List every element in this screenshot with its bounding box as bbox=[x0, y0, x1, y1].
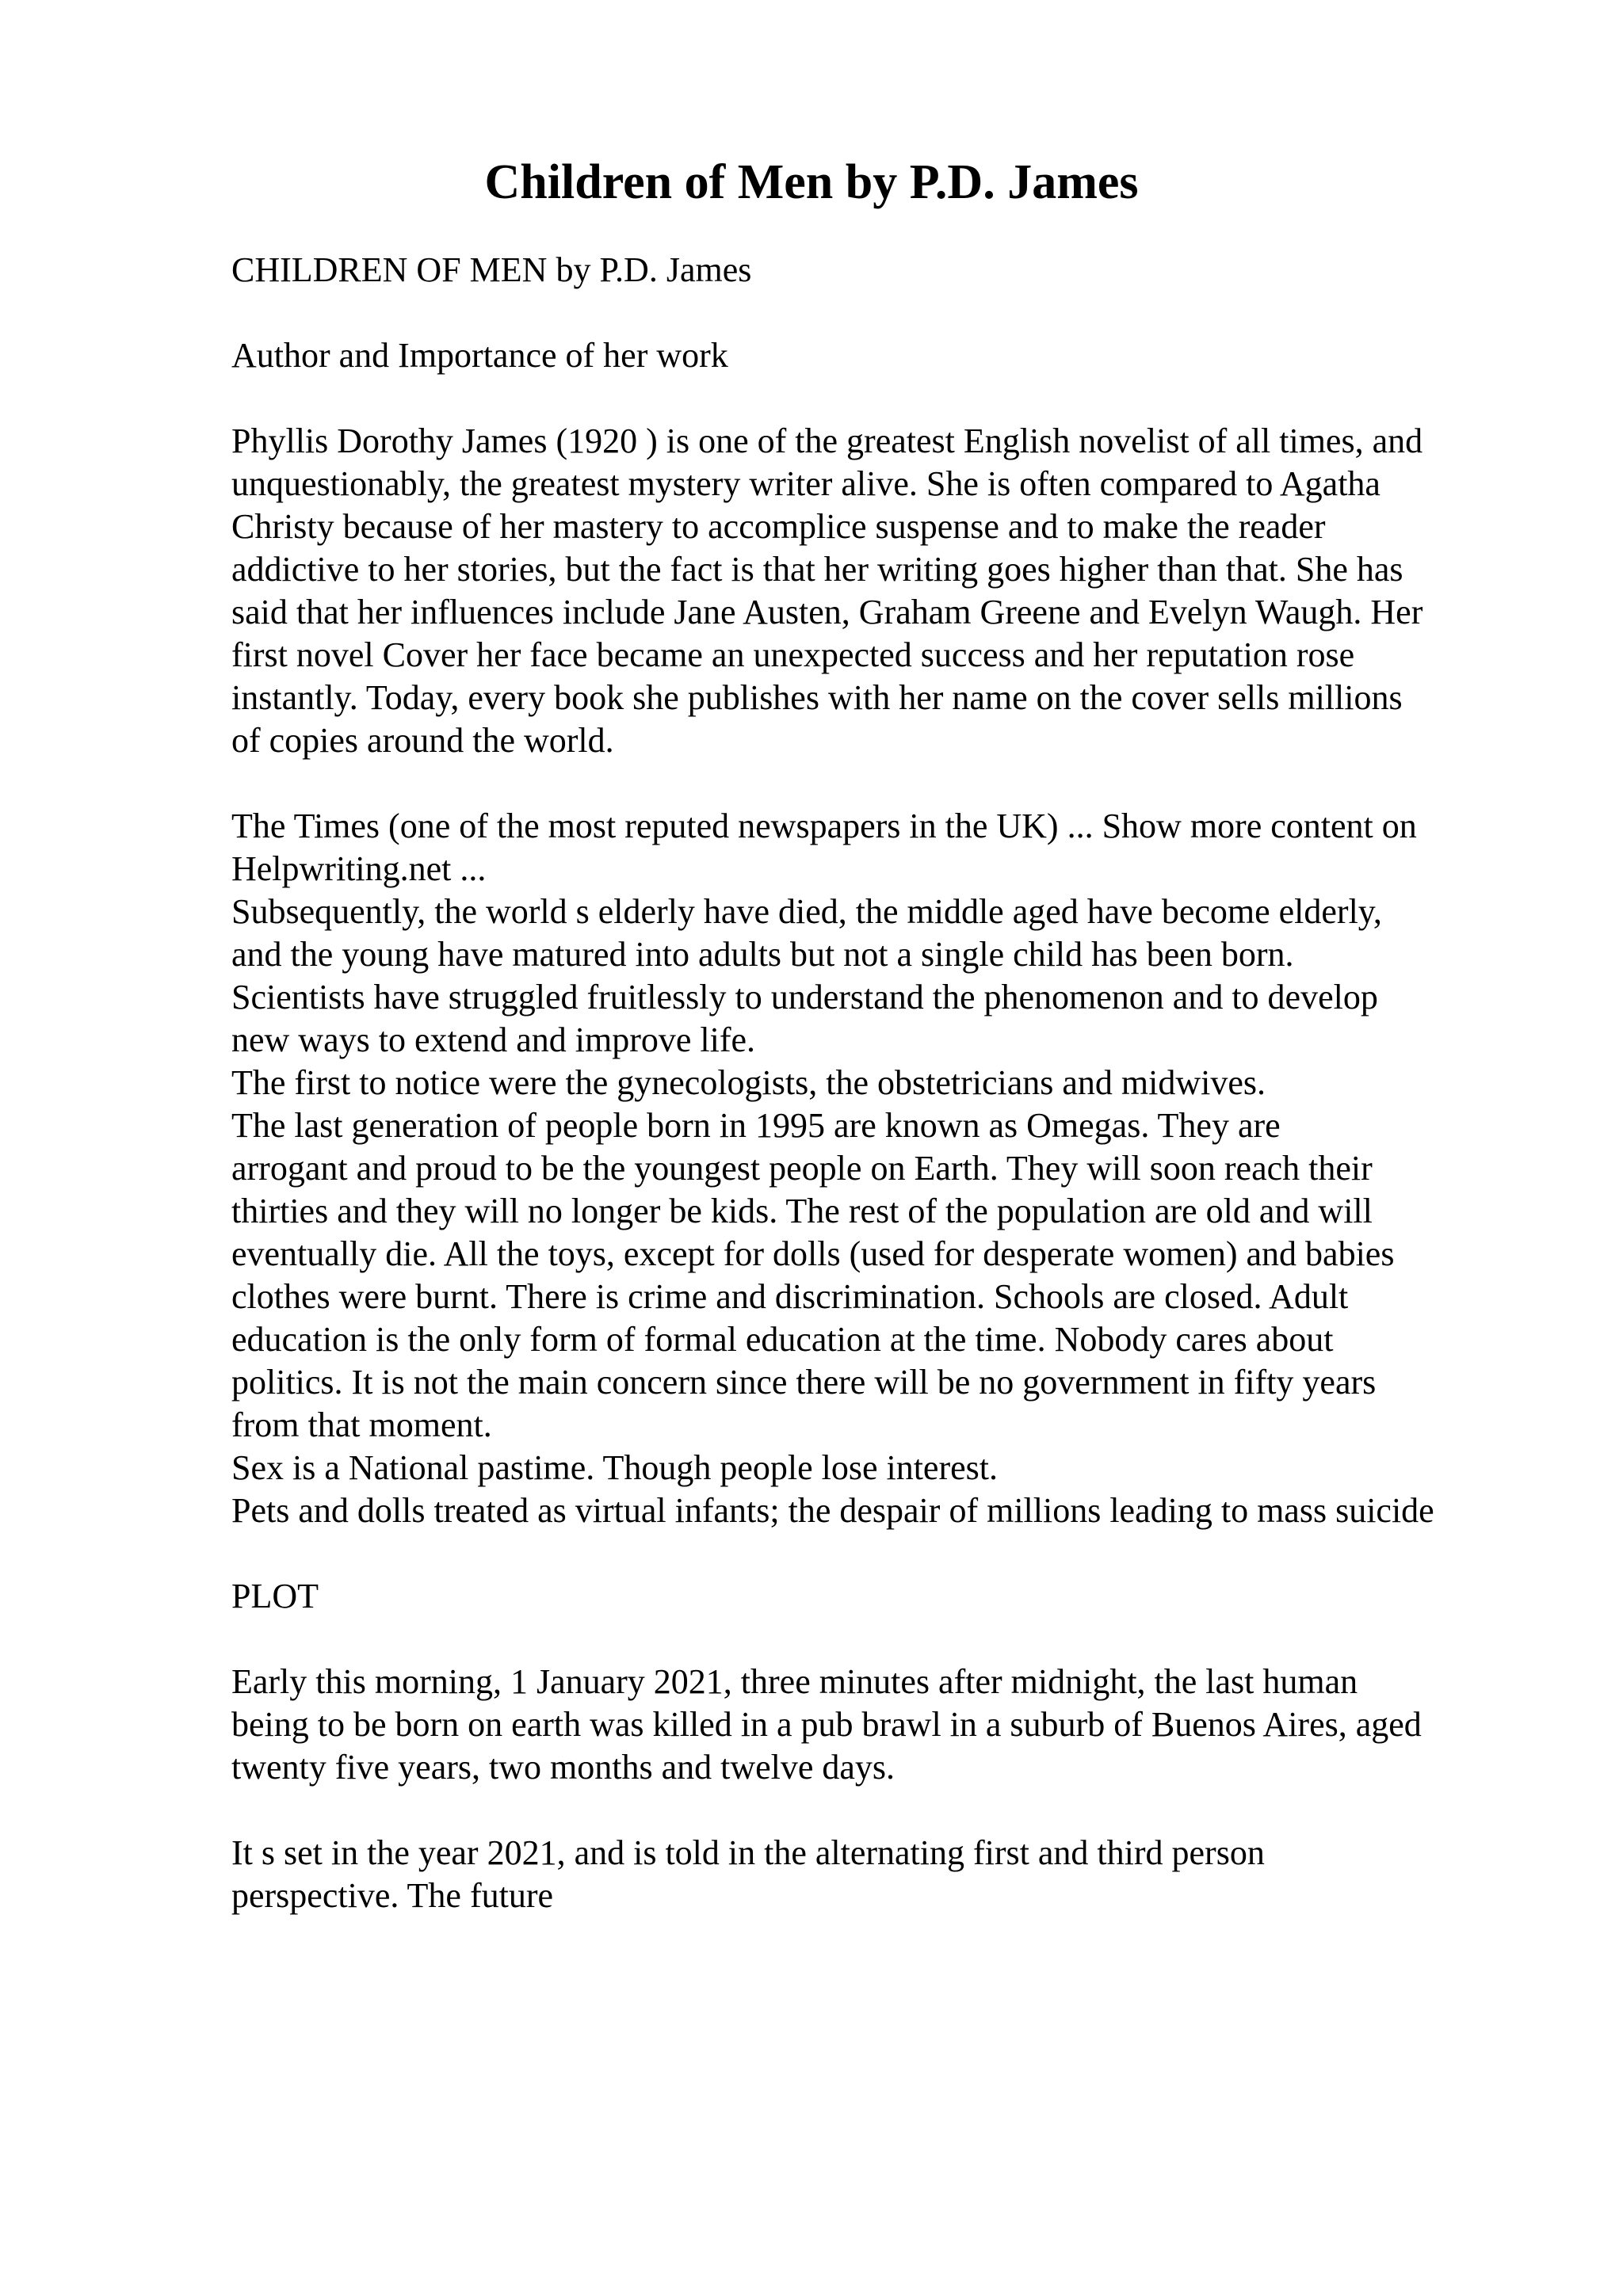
document-title: Children of Men by P.D. James bbox=[484, 155, 1139, 209]
paragraph-line: The first to notice were the gynecologists, the obstetricians and midwives. bbox=[231, 1063, 1266, 1102]
paragraph-line: said that her influences include Jane Austen, Graham Greene and Evelyn Waugh. Her bbox=[231, 593, 1423, 631]
paragraph-line: unquestionably, the greatest mystery writer alive. She is often compared to Agatha bbox=[231, 464, 1381, 503]
paragraph-line: new ways to extend and improve life. bbox=[231, 1020, 756, 1059]
paragraph-line: being to be born on earth was killed in a pub brawl in a suburb of Buenos Aires, aged bbox=[231, 1705, 1422, 1744]
paragraph-line: twenty five years, two months and twelve days. bbox=[231, 1748, 896, 1787]
paragraph-line: and the young have matured into adults but not a single child has been born. bbox=[231, 935, 1294, 974]
paragraph-line: The Times (one of the most reputed newspapers in the UK) ... Show more content on bbox=[231, 807, 1417, 845]
plot-heading bbox=[231, 1575, 1610, 1618]
paragraph-line: It s set in the year 2021, and is told in the alternating first and third person bbox=[231, 1833, 1265, 1872]
paragraph-line: Christy because of her mastery to accomplice suspense and to make the reader bbox=[231, 507, 1326, 546]
paragraph-line: Helpwriting.net ... bbox=[231, 849, 487, 888]
header-line bbox=[231, 249, 1610, 292]
paragraph-line: arrogant and proud to be the youngest people on Earth. They will soon reach their bbox=[231, 1149, 1373, 1188]
paragraph-line: The last generation of people born in 1995 are known as Omegas. They are bbox=[231, 1106, 1281, 1145]
plot-heading-text: PLOT bbox=[231, 1577, 319, 1615]
paragraph-setting bbox=[231, 1832, 1610, 1917]
paragraph-times bbox=[231, 805, 1610, 1532]
paragraph-line: perspective. The future bbox=[231, 1876, 554, 1915]
paragraph-line: clothes were burnt. There is crime and discrimination. Schools are closed. Adult bbox=[231, 1277, 1349, 1316]
header-line-text: CHILDREN OF MEN by P.D. James bbox=[231, 250, 752, 289]
paragraph-line: first novel Cover her face became an unexpected success and her reputation rose bbox=[231, 635, 1355, 674]
paragraph-line: eventually die. All the toys, except for dolls (used for desperate women) and babies bbox=[231, 1234, 1395, 1273]
paragraph-line: Pets and dolls treated as virtual infants; the despair of millions leading to mass suicide bbox=[231, 1491, 1434, 1530]
paragraph-line: education is the only form of formal education at the time. Nobody cares about bbox=[231, 1320, 1334, 1359]
paragraph-line: Scientists have struggled fruitlessly to understand the phenomenon and to develop bbox=[231, 978, 1378, 1016]
paragraph-author bbox=[231, 420, 1610, 762]
paragraph-line: instantly. Today, every book she publishes with her name on the cover sells millions bbox=[231, 678, 1403, 717]
paragraph-line: Phyllis Dorothy James (1920 ) is one of the greatest English novelist of all times, and bbox=[231, 421, 1423, 460]
paragraph-line: Subsequently, the world s elderly have died, the middle aged have become elderly, bbox=[231, 892, 1382, 931]
paragraph-line: of copies around the world. bbox=[231, 721, 614, 760]
paragraph-line: addictive to her stories, but the fact is that her writing goes higher than that. She has bbox=[231, 550, 1403, 589]
section-heading-text: Author and Importance of her work bbox=[231, 336, 728, 375]
paragraph-line: from that moment. bbox=[231, 1405, 492, 1444]
paragraph-line: thirties and they will no longer be kids. The rest of the population are old and will bbox=[231, 1192, 1373, 1230]
paragraph-plot bbox=[231, 1661, 1610, 1789]
paragraph-line: politics. It is not the main concern since there will be no government in fifty years bbox=[231, 1363, 1377, 1402]
paragraph-line: Early this morning, 1 January 2021, three minutes after midnight, the last human bbox=[231, 1662, 1358, 1701]
paragraph-line: Sex is a National pastime. Though people lose interest. bbox=[231, 1448, 998, 1487]
section-heading bbox=[231, 334, 1610, 377]
